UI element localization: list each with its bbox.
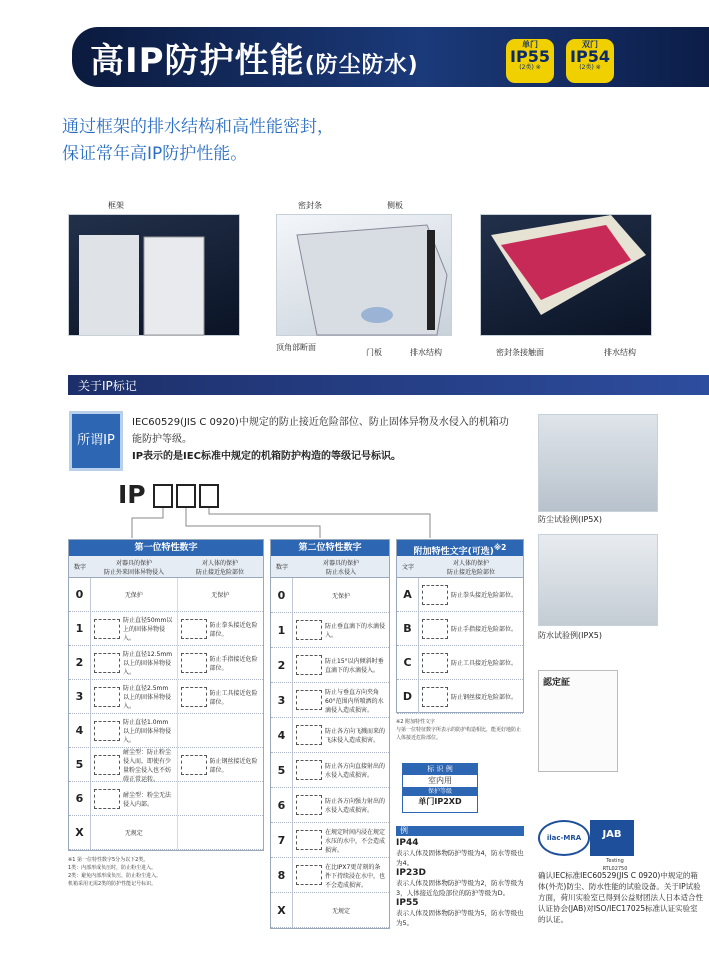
jab-logo: JAB	[590, 820, 634, 856]
cell-text: 耐尘型：防止粉尘侵入而，即使有少量粉尘侵入也不妨碍正常运转。	[123, 748, 172, 783]
table-cell	[91, 680, 178, 713]
row-number: 2	[271, 648, 293, 682]
diagram-icon	[296, 725, 322, 745]
row-number: 1	[69, 612, 91, 645]
row-number: 3	[69, 680, 91, 713]
row-number: X	[69, 816, 91, 849]
table-row	[397, 578, 523, 612]
table-row	[271, 578, 389, 613]
table-cell	[178, 578, 264, 611]
ip55-badge: 单门 IP55 (2类) ※	[506, 39, 554, 83]
table-cell	[178, 782, 264, 815]
diagram-icon	[94, 721, 120, 741]
cell-text: 防止手指接近危险部位。	[209, 655, 258, 672]
cell-text: 耐尘型：粉尘无法侵入内部。	[123, 791, 172, 808]
table-cell	[178, 816, 264, 849]
section-header: 关于IP标记	[68, 375, 709, 395]
ip-digit-box-1	[153, 484, 173, 508]
table-row	[397, 612, 523, 646]
diagram-icon	[94, 755, 120, 775]
table-cell	[178, 714, 264, 747]
diagram-icon	[296, 760, 322, 780]
row-number: X	[271, 893, 293, 927]
seal-surface-label: 密封条接触面	[496, 348, 544, 357]
table-cell	[293, 788, 389, 822]
cell-text: 防止钢丝接近危险部位。	[209, 757, 258, 774]
table-row	[271, 893, 389, 928]
table-cell	[419, 578, 523, 611]
diagram-icon	[422, 653, 448, 673]
first-digit-table: 第一位特性数字 数字 对器具的保护 防止外来固体异物侵入 对人体的保护 防止接近危险部位 0 无保护 无保护 1 防止直径50mm以上的固体异物侵入。 防止拳头接近危险部位。 2 防止直径12.5mm以上的固体异物侵入。 防止手指接近危险部位。 3 防止直径2.5mm以上的固体异物侵入。 防止工具接近危险部位。 4 防止直径1.0mm以上的固体异物侵入。 5 耐尘型：防止粉尘侵入而，即使有少量粉尘侵入也不妨碍正常运转。 防止钢丝接近危险部位。 6 耐尘型：粉尘无法侵入内部。 X 无规定	[68, 539, 264, 851]
row-number: 1	[271, 613, 293, 647]
row-number: A	[397, 578, 419, 611]
footnote-2: ※2 附加特性文字 与第一位特征数字所表示的防护构造相比，能更好地防止人体接近危险部位。	[396, 719, 522, 741]
cell-text: 防止直径1.0mm以上的固体异物侵入。	[123, 719, 172, 744]
side-panel-label: 侧板	[387, 201, 403, 210]
row-number: 3	[271, 683, 293, 717]
table-row	[271, 648, 389, 683]
ilac-mra-logo: ilac-MRA	[538, 820, 590, 856]
row-number: 6	[69, 782, 91, 815]
seal-contact-photo	[480, 214, 652, 336]
diagram-icon	[181, 687, 207, 707]
row-number: B	[397, 612, 419, 645]
diagram-icon	[422, 619, 448, 639]
cell-text: 防止15°以内倾斜时垂直滴下的水滴侵入。	[325, 658, 384, 674]
table-row	[271, 858, 389, 893]
cell-text: 防止工具接近危险部位。	[451, 660, 518, 667]
table-row	[271, 788, 389, 823]
cell-text: 防止各方向直接射出的水侵入造成损害。	[325, 763, 386, 779]
corner-section-label: 顶角部断面	[276, 343, 316, 352]
table-cell	[91, 578, 178, 611]
cell-text: 防止直径50mm以上的固体异物侵入。	[123, 617, 173, 642]
table-cell	[293, 613, 389, 647]
diagram-icon	[296, 865, 322, 885]
table-cell	[178, 680, 264, 713]
what-is-ip-label: 所谓IP	[69, 411, 123, 471]
dust-test-caption: 防尘试验例(IP5X)	[538, 515, 602, 524]
ip-examples: 例 IP44 表示人体及固体物防护等级为4，防水等级也为4。 IP23D 表示人体及固体物防护等级为2，防水等级为3，人体接近危险部位的防护等级为D。 IP55 表示人体及固体物防护等级为5，防水等级也为5。	[396, 826, 524, 927]
cell-text: 无保护	[211, 592, 230, 599]
table-row	[69, 816, 263, 850]
table-cell	[91, 612, 178, 645]
table-cell	[293, 578, 389, 612]
cell-text: 防止手指接近危险部位。	[451, 626, 518, 633]
cell-text: 防止工具接近危险部位。	[209, 689, 258, 706]
cell-text: 无保护	[331, 592, 350, 600]
table-cell	[178, 612, 264, 645]
label-example: 标 识 例 室内用 保护等级 单门IP2XD	[402, 763, 478, 813]
cell-text: 防止各方向强力射出的水侵入造成损害。	[325, 798, 386, 814]
table-cell	[178, 748, 264, 781]
table-row	[69, 782, 263, 816]
diagram-icon	[181, 619, 207, 639]
jab-subtitle: Testing RTL02750	[602, 858, 628, 872]
table-cell	[419, 680, 523, 713]
cell-text: 防止直径12.5mm以上的固体异物侵入。	[123, 651, 173, 676]
row-number: 4	[271, 718, 293, 752]
ip-digit-box-3	[199, 484, 219, 508]
row-number: 5	[271, 753, 293, 787]
table-cell	[293, 683, 389, 717]
ip-mark: IP	[118, 480, 146, 509]
cell-text: 防止钢丝接近危险部位。	[451, 694, 518, 701]
diagram-icon	[181, 755, 207, 775]
cell-text: 在规定时间内浸在规定水压的水中，不会造成损害。	[325, 828, 386, 854]
diagram-icon	[422, 585, 448, 605]
diagram-icon	[94, 687, 120, 707]
diagram-icon	[422, 687, 448, 707]
diagram-icon	[94, 653, 120, 673]
table-cell	[419, 612, 523, 645]
ip-description: IEC60529(JIS C 0920)中规定的防止接近危险部位、防止固体异物及水侵入的机箱功能防护等级。 IP表示的是IEC标准中规定的机箱防护构造的等级记号标识。	[132, 417, 509, 462]
diagram-icon	[181, 653, 207, 673]
table-row	[69, 612, 263, 646]
cell-text: 防止直径2.5mm以上的固体异物侵入。	[123, 685, 172, 710]
table-row	[271, 823, 389, 858]
table-row	[69, 680, 263, 714]
water-test-photo	[538, 534, 658, 626]
table-row	[69, 578, 263, 612]
second-digit-table: 第二位特性数字 数字 对器具的保护 防止水侵入 0 无保护 1 防止垂直滴下的水滴侵入。 2 防止15°以内倾斜时垂直滴下的水滴侵入。 3 防止与垂直方向夹角60°范围内所喷洒的水滴侵入造成损害。 4 防止各方向飞溅而来的飞沫侵入造成损害。 5 防止各方向直接射出的水侵入造成损害。 6 防止各方向强力射出的水侵入造成损害。 7 在规定时间内浸在规定水压的水中，不会造成损害。 8 在比IPX7更苛刻的条件下持续浸在水中，也不会造成损害。 X 无规定	[270, 539, 390, 929]
cell-text: 防止拳头接近危险部位。	[451, 592, 518, 599]
table-row	[271, 613, 389, 648]
table-cell	[293, 823, 389, 857]
ip54-badge: 双门 IP54 (2类) ※	[566, 39, 614, 83]
table-row	[69, 646, 263, 680]
intro-text: 通过框架的排水结构和高性能密封， 保证常年高IP防护性能。	[62, 117, 334, 164]
page-header	[72, 27, 709, 114]
diagram-icon	[94, 789, 120, 809]
ip-digit-box-2	[176, 484, 196, 508]
footnote-1: ※1 第一位特性数字5分为以下2类。 1类：内部形成负压时，防止粉尘进入。 2类：避免内部形成负压，防止粉尘进入。 机箱采用无需2类的防护性能记号标识。	[68, 857, 162, 887]
certificate-image: 認定証	[538, 670, 618, 772]
row-number: 2	[69, 646, 91, 679]
diagram-icon	[296, 620, 322, 640]
cell-text: 防止垂直滴下的水滴侵入。	[325, 623, 386, 639]
table-row	[397, 646, 523, 680]
frame-photo	[68, 214, 240, 336]
diagram-icon	[296, 655, 322, 675]
diagram-icon	[296, 690, 322, 710]
table-row	[271, 718, 389, 753]
corner-section-figure	[276, 214, 452, 336]
cell-text: 无保护	[124, 592, 143, 599]
table-cell	[91, 782, 178, 815]
table-cell	[293, 753, 389, 787]
table-cell	[91, 714, 178, 747]
certification-text: 确认IEC标准IEC60529(JIS C 0920)中规定的箱体(外壳)防尘、防水性能的试验设备。关于IP试验方面，荷川实验室已得到公益财团法人日本适合性认证协会(JAB)对ISO/IEC17025标准认证实验室的认证。	[538, 871, 703, 924]
table-cell	[293, 858, 389, 892]
header-note: ※避免内部形成负压，防止粉尘进入。	[579, 106, 697, 114]
diagram-icon	[94, 619, 120, 639]
row-number: 6	[271, 788, 293, 822]
diagram-icon	[296, 830, 322, 850]
diagram-icon	[296, 795, 322, 815]
drain-label-2: 排水结构	[604, 348, 636, 357]
row-number: 7	[271, 823, 293, 857]
dust-test-photo	[538, 414, 658, 512]
cell-text: 防止与垂直方向夹角60°范围内所喷洒的水滴侵入造成损害。	[325, 688, 384, 714]
frame-label: 框架	[108, 201, 124, 210]
table-row	[69, 748, 263, 782]
drain-label: 排水结构	[410, 348, 442, 357]
cell-text: 无规定	[124, 830, 143, 837]
row-number: 5	[69, 748, 91, 781]
table-row	[69, 714, 263, 748]
table-cell	[293, 893, 389, 927]
water-test-caption: 防水试验例(IPX5)	[538, 631, 602, 640]
cell-text: 防止拳头接近危险部位。	[209, 621, 258, 638]
row-number: 0	[69, 578, 91, 611]
table-cell	[91, 748, 178, 781]
row-number: 8	[271, 858, 293, 892]
table-row	[271, 753, 389, 788]
table-cell	[293, 648, 389, 682]
row-number: 0	[271, 578, 293, 612]
cell-text: 防止各方向飞溅而来的飞沫侵入造成损害。	[325, 728, 386, 744]
row-number: D	[397, 680, 419, 713]
additional-letter-table: 附加特性文字(可选)$^{※2}$ 文字 对人体的保护 防止接近危险部位 A 防止拳头接近危险部位。 B 防止手指接近危险部位。 C 防止工具接近危险部位。 D 防止钢丝接近危险部位。	[396, 539, 524, 713]
table-cell	[293, 718, 389, 752]
connector-lines	[130, 508, 450, 540]
cell-text: 在比IPX7更苛刻的条件下持续浸在水中，也不会造成损害。	[325, 863, 386, 889]
page-title: 高IP防护性能(防尘防水)	[90, 41, 419, 81]
door-label: 门板	[366, 348, 382, 357]
table-cell	[178, 646, 264, 679]
table-cell	[419, 646, 523, 679]
table-cell	[91, 646, 178, 679]
seal-label: 密封条	[298, 201, 322, 210]
row-number: C	[397, 646, 419, 679]
cell-text: 无规定	[331, 907, 350, 915]
table-row	[271, 683, 389, 718]
row-number: 4	[69, 714, 91, 747]
table-cell	[91, 816, 178, 849]
table-row	[397, 680, 523, 714]
